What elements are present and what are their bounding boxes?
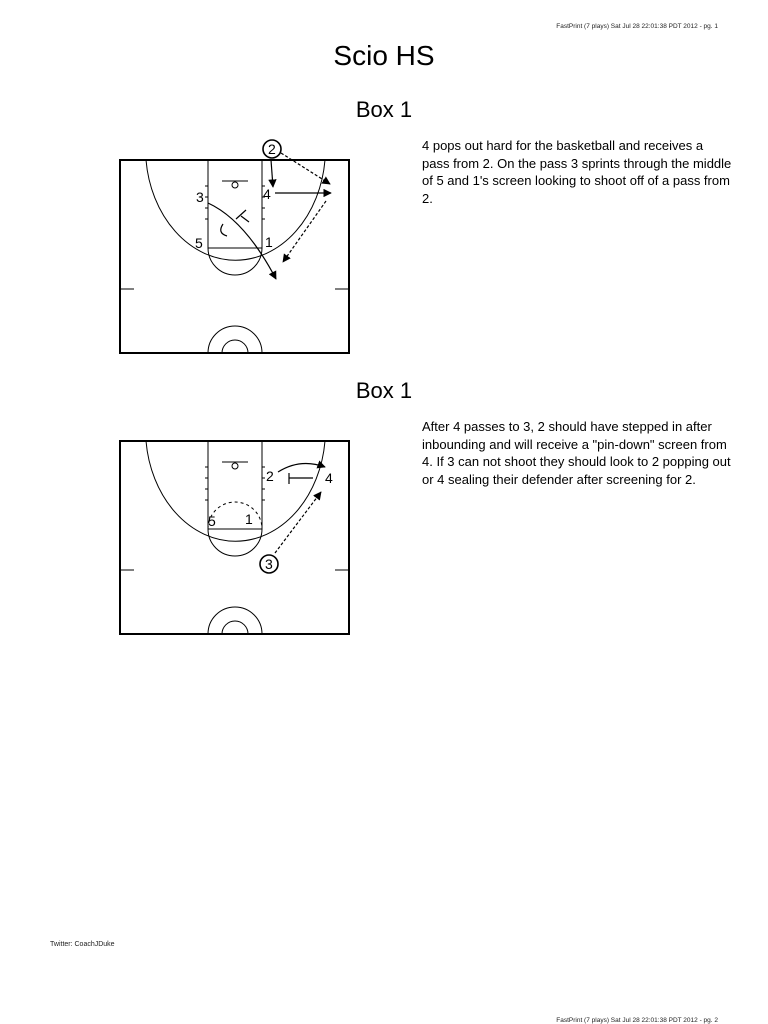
play-1-title: Box 1 <box>355 97 413 122</box>
rim <box>232 463 238 469</box>
print-footer: FastPrint (7 plays) Sat Jul 28 22:01:38 PDT 2012 - pg. 2 <box>556 1017 718 1024</box>
player-4-label: 4 <box>263 186 271 202</box>
print-header: FastPrint (7 plays) Sat Jul 28 22:01:38 PDT 2012 - pg. 1 <box>556 23 718 30</box>
pass-3-option <box>275 492 321 553</box>
player-5-label: 5 <box>195 235 203 251</box>
page-title: Scio HS <box>333 40 435 71</box>
inner-center-circle <box>222 621 248 634</box>
court-boundary <box>120 441 349 634</box>
lane <box>208 441 262 529</box>
player-2-label: 2 <box>266 468 274 484</box>
three-point-arc <box>146 441 325 541</box>
player-1-label: 1 <box>265 234 273 250</box>
player-3-label: 3 <box>196 189 204 205</box>
play-2-description: After 4 passes to 3, 2 should have stepped in after inbounding and will receive a "pin-down" screen from 4. If 3 can not shoot they should look to 2 popping out or 4 sealing their defender after screening for 2. <box>422 419 731 487</box>
court <box>120 441 349 634</box>
player-3-label: 3 <box>265 556 273 572</box>
free-throw-circle <box>208 529 262 556</box>
play-1-description: 4 pops out hard for the basketball and receives a pass from 2. On the pass 3 sprints through the middle of 5 and 1's screen looking to shoot off of a pass from 2. <box>422 138 732 206</box>
play-2-title: Box 1 <box>355 378 413 403</box>
player-4-label: 4 <box>325 470 333 486</box>
player-2-label: 2 <box>268 141 276 157</box>
twitter-footer: Twitter: CoachJDuke <box>50 941 115 948</box>
player-5-label: 5 <box>208 513 216 529</box>
cut-2 <box>278 463 325 472</box>
player-1-label: 1 <box>245 511 253 527</box>
